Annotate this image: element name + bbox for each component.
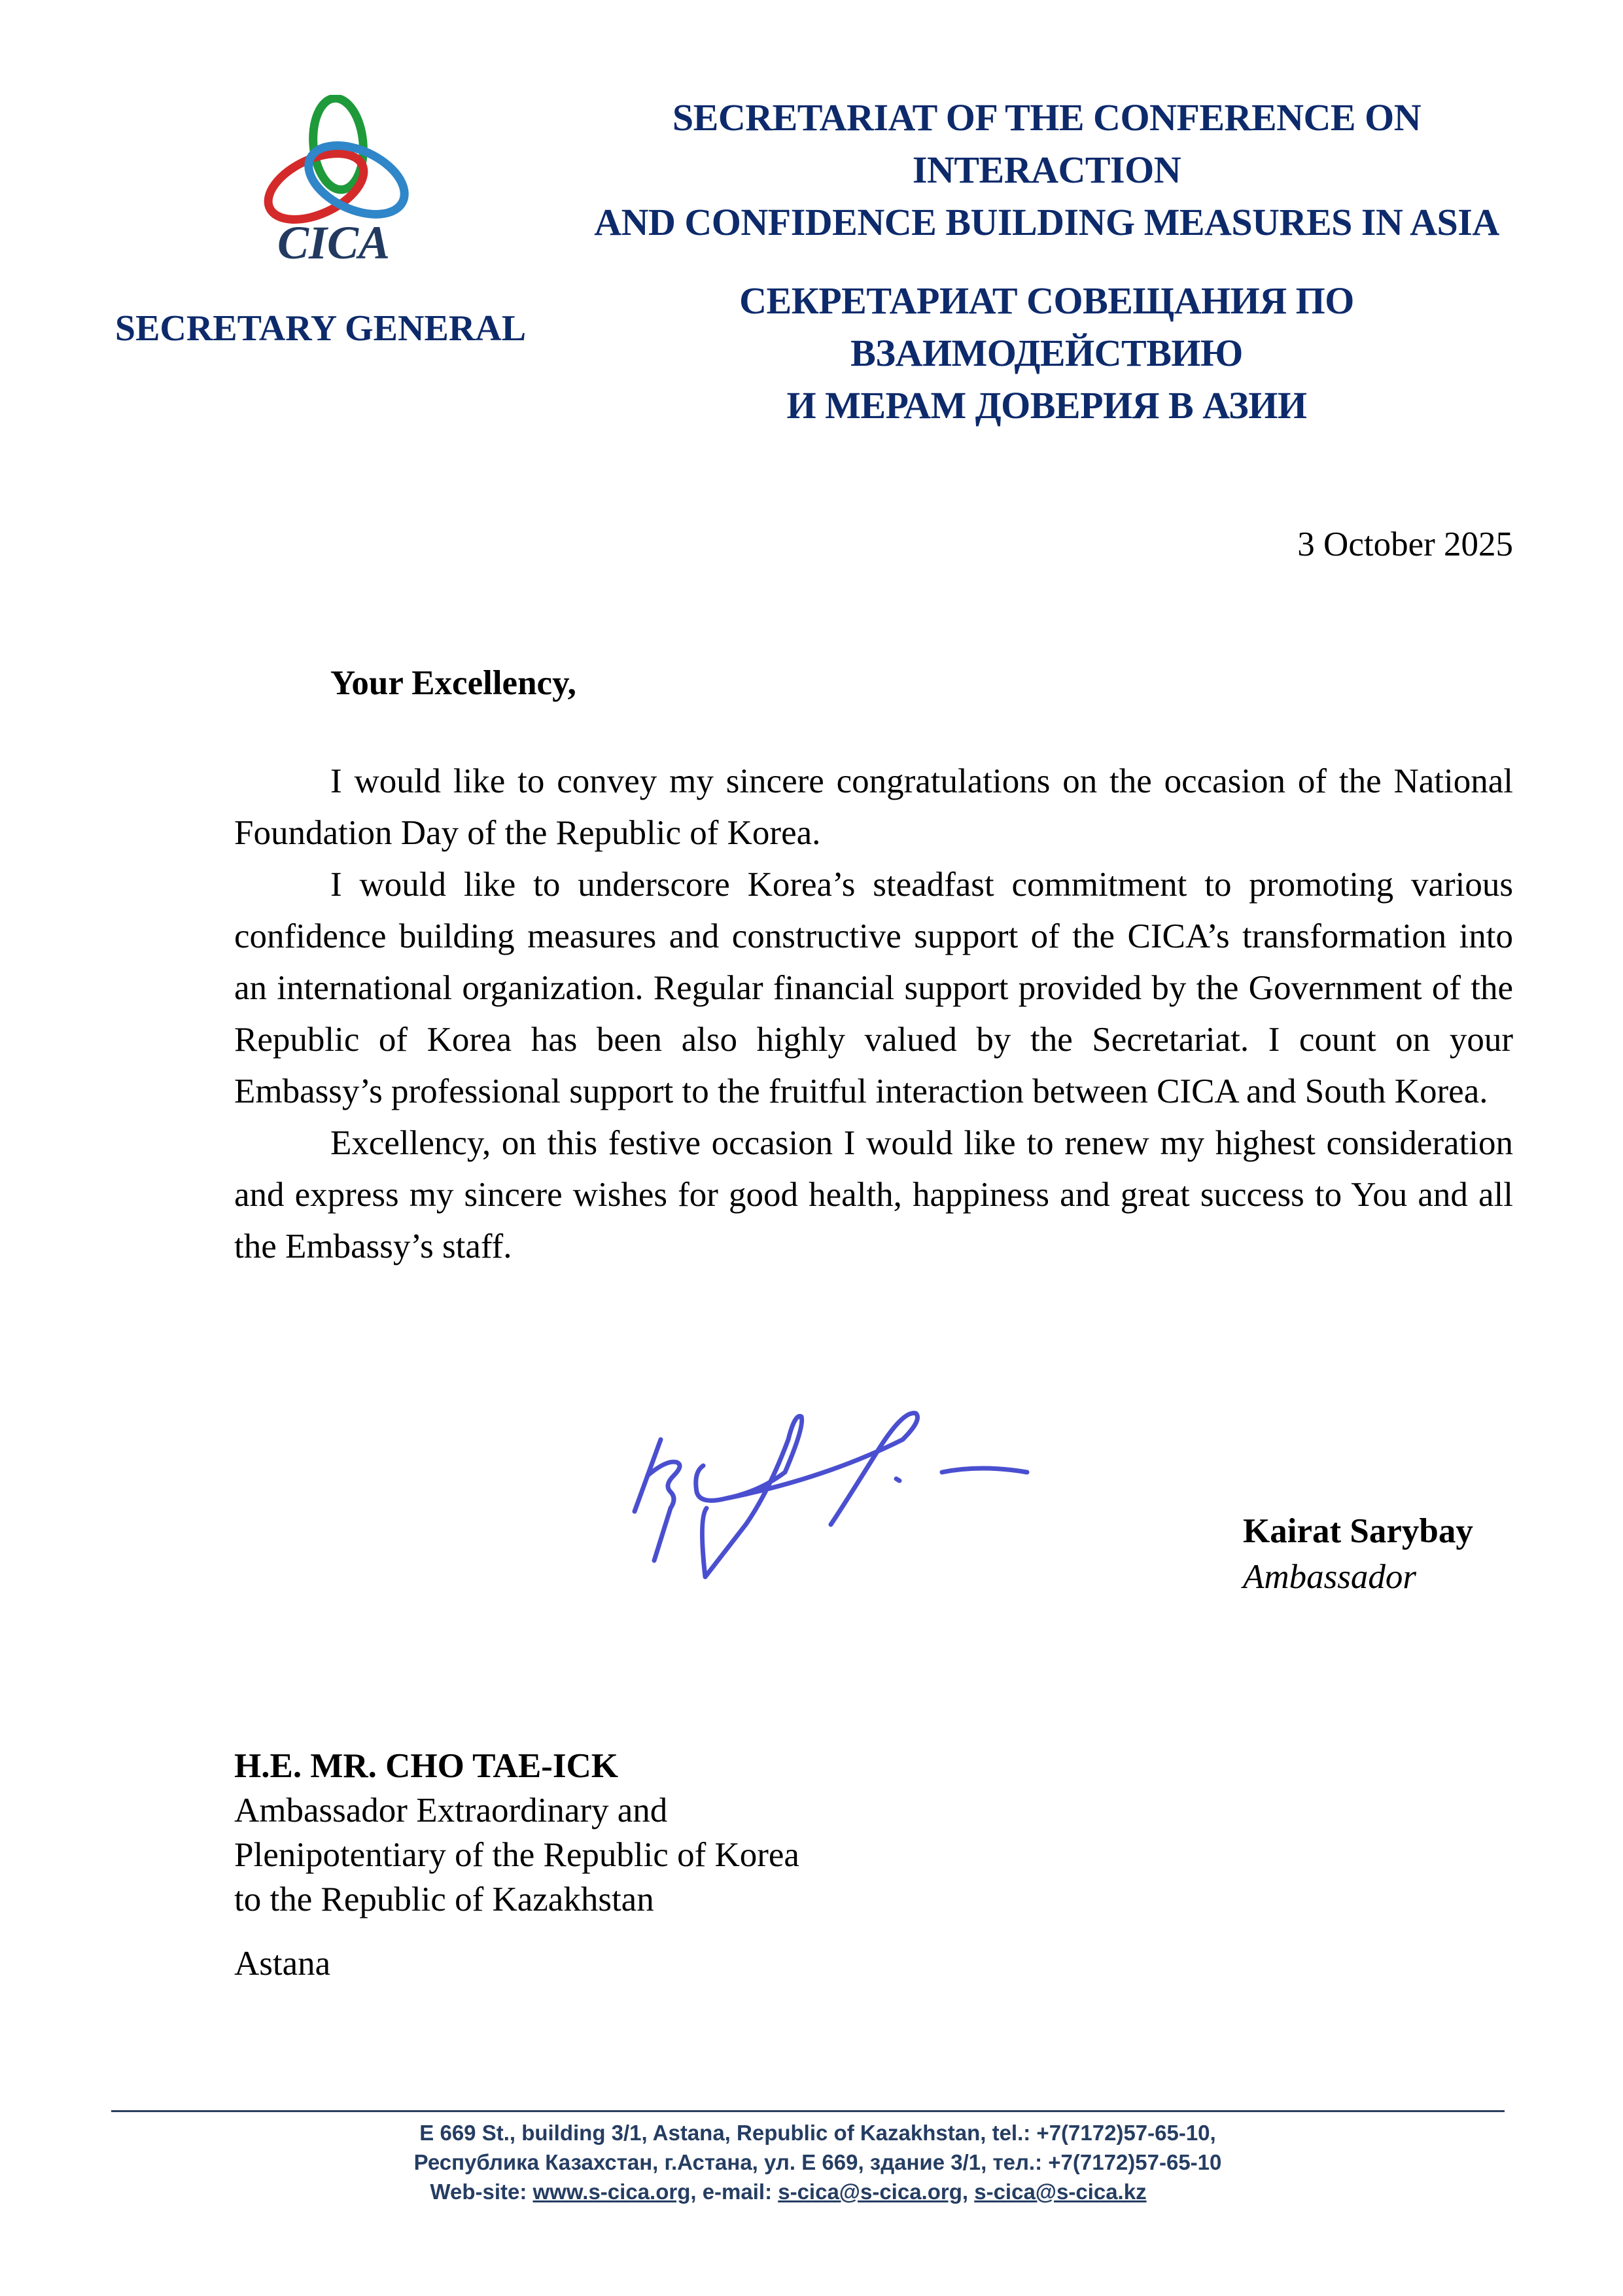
letter-body: [234, 756, 1513, 1273]
paragraph-2: I would like to underscore Korea’s steadfast commitment to promoting various confidence building measures and constructive support of the CICA’s transformation into an international organization. Regular financial support provided by the Government of the Republic of Korea has been also highly valued by the Secretariat. I count on your Embassy’s professional support to the fruitful interaction between CICA and South Korea.: [234, 866, 1513, 1110]
header-title-en-line-2: AND CONFIDENCE BUILDING MEASURES IN ASIA: [594, 201, 1499, 243]
email-link-org[interactable]: s-cica@s-cica.org: [778, 2180, 962, 2204]
footer-address-en: E 669 St., building 3/1, Astana, Republic of Kazakhstan, tel.: +7(7172)57-65-10,: [419, 2121, 1216, 2145]
footer-contacts: [7, 2177, 1570, 2206]
header-title-ru-line-1: СЕКРЕТАРИАТ СОВЕЩАНИЯ ПО ВЗАИМОДЕЙСТВИЮ: [739, 279, 1354, 374]
addressee-city: Astana: [234, 1945, 331, 1983]
paragraph-3: Excellency, on this festive occasion I would like to renew my highest consideration and express my sincere wishes for good health, happiness and great success to You and all the Embassy’s staff.: [234, 1124, 1513, 1265]
secretary-general-label: SECRETARY GENERAL: [114, 308, 527, 349]
header-title-english: [563, 92, 1531, 249]
footer: [65, 2118, 1570, 2206]
website-link[interactable]: www.s-cica.org: [532, 2180, 691, 2204]
addressee-line-1: Ambassador Extraordinary and: [234, 1792, 668, 1829]
signer-title: Ambassador: [1243, 1558, 1417, 1596]
email-label: , e-mail:: [690, 2180, 778, 2204]
addressee-name: H.E. MR. CHO TAE-ICK: [234, 1747, 618, 1785]
email-link-kz[interactable]: s-cica@s-cica.kz: [974, 2180, 1147, 2204]
paragraph-1: I would like to convey my sincere congratulations on the occasion of the National Foundation Day of the Republic of Korea.: [234, 762, 1513, 852]
addressee-line-2: Plenipotentiary of the Republic of Korea: [234, 1836, 799, 1874]
footer-address-ru: Республика Казахстан, г.Астана, ул. Е 669, здание 3/1, тел.: +7(7172)57-65-10: [413, 2150, 1222, 2174]
header-title-russian: [563, 275, 1531, 432]
signer-block: [1243, 1508, 1473, 1600]
footer-divider: [111, 2110, 1505, 2112]
letter-date: 3 October 2025: [1297, 525, 1513, 563]
email-separator: ,: [962, 2180, 975, 2204]
header-title-ru-line-2: И МЕРАМ ДОВЕРИЯ В АЗИИ: [786, 384, 1307, 427]
website-label: Web-site:: [430, 2180, 533, 2204]
addressee-line-3: to the Republic of Kazakhstan: [234, 1881, 654, 1918]
cica-logo-icon: [258, 95, 409, 226]
salutation: Your Excellency,: [330, 664, 576, 702]
handwritten-signature-icon: [628, 1400, 1197, 1583]
addressee-block: [234, 1744, 799, 1986]
signer-name: Kairat Sarybay: [1243, 1512, 1473, 1550]
logo-wordmark: CICA: [277, 217, 391, 269]
header-title-en-line-1: SECRETARIAT OF THE CONFERENCE ON INTERACTION: [672, 96, 1422, 191]
